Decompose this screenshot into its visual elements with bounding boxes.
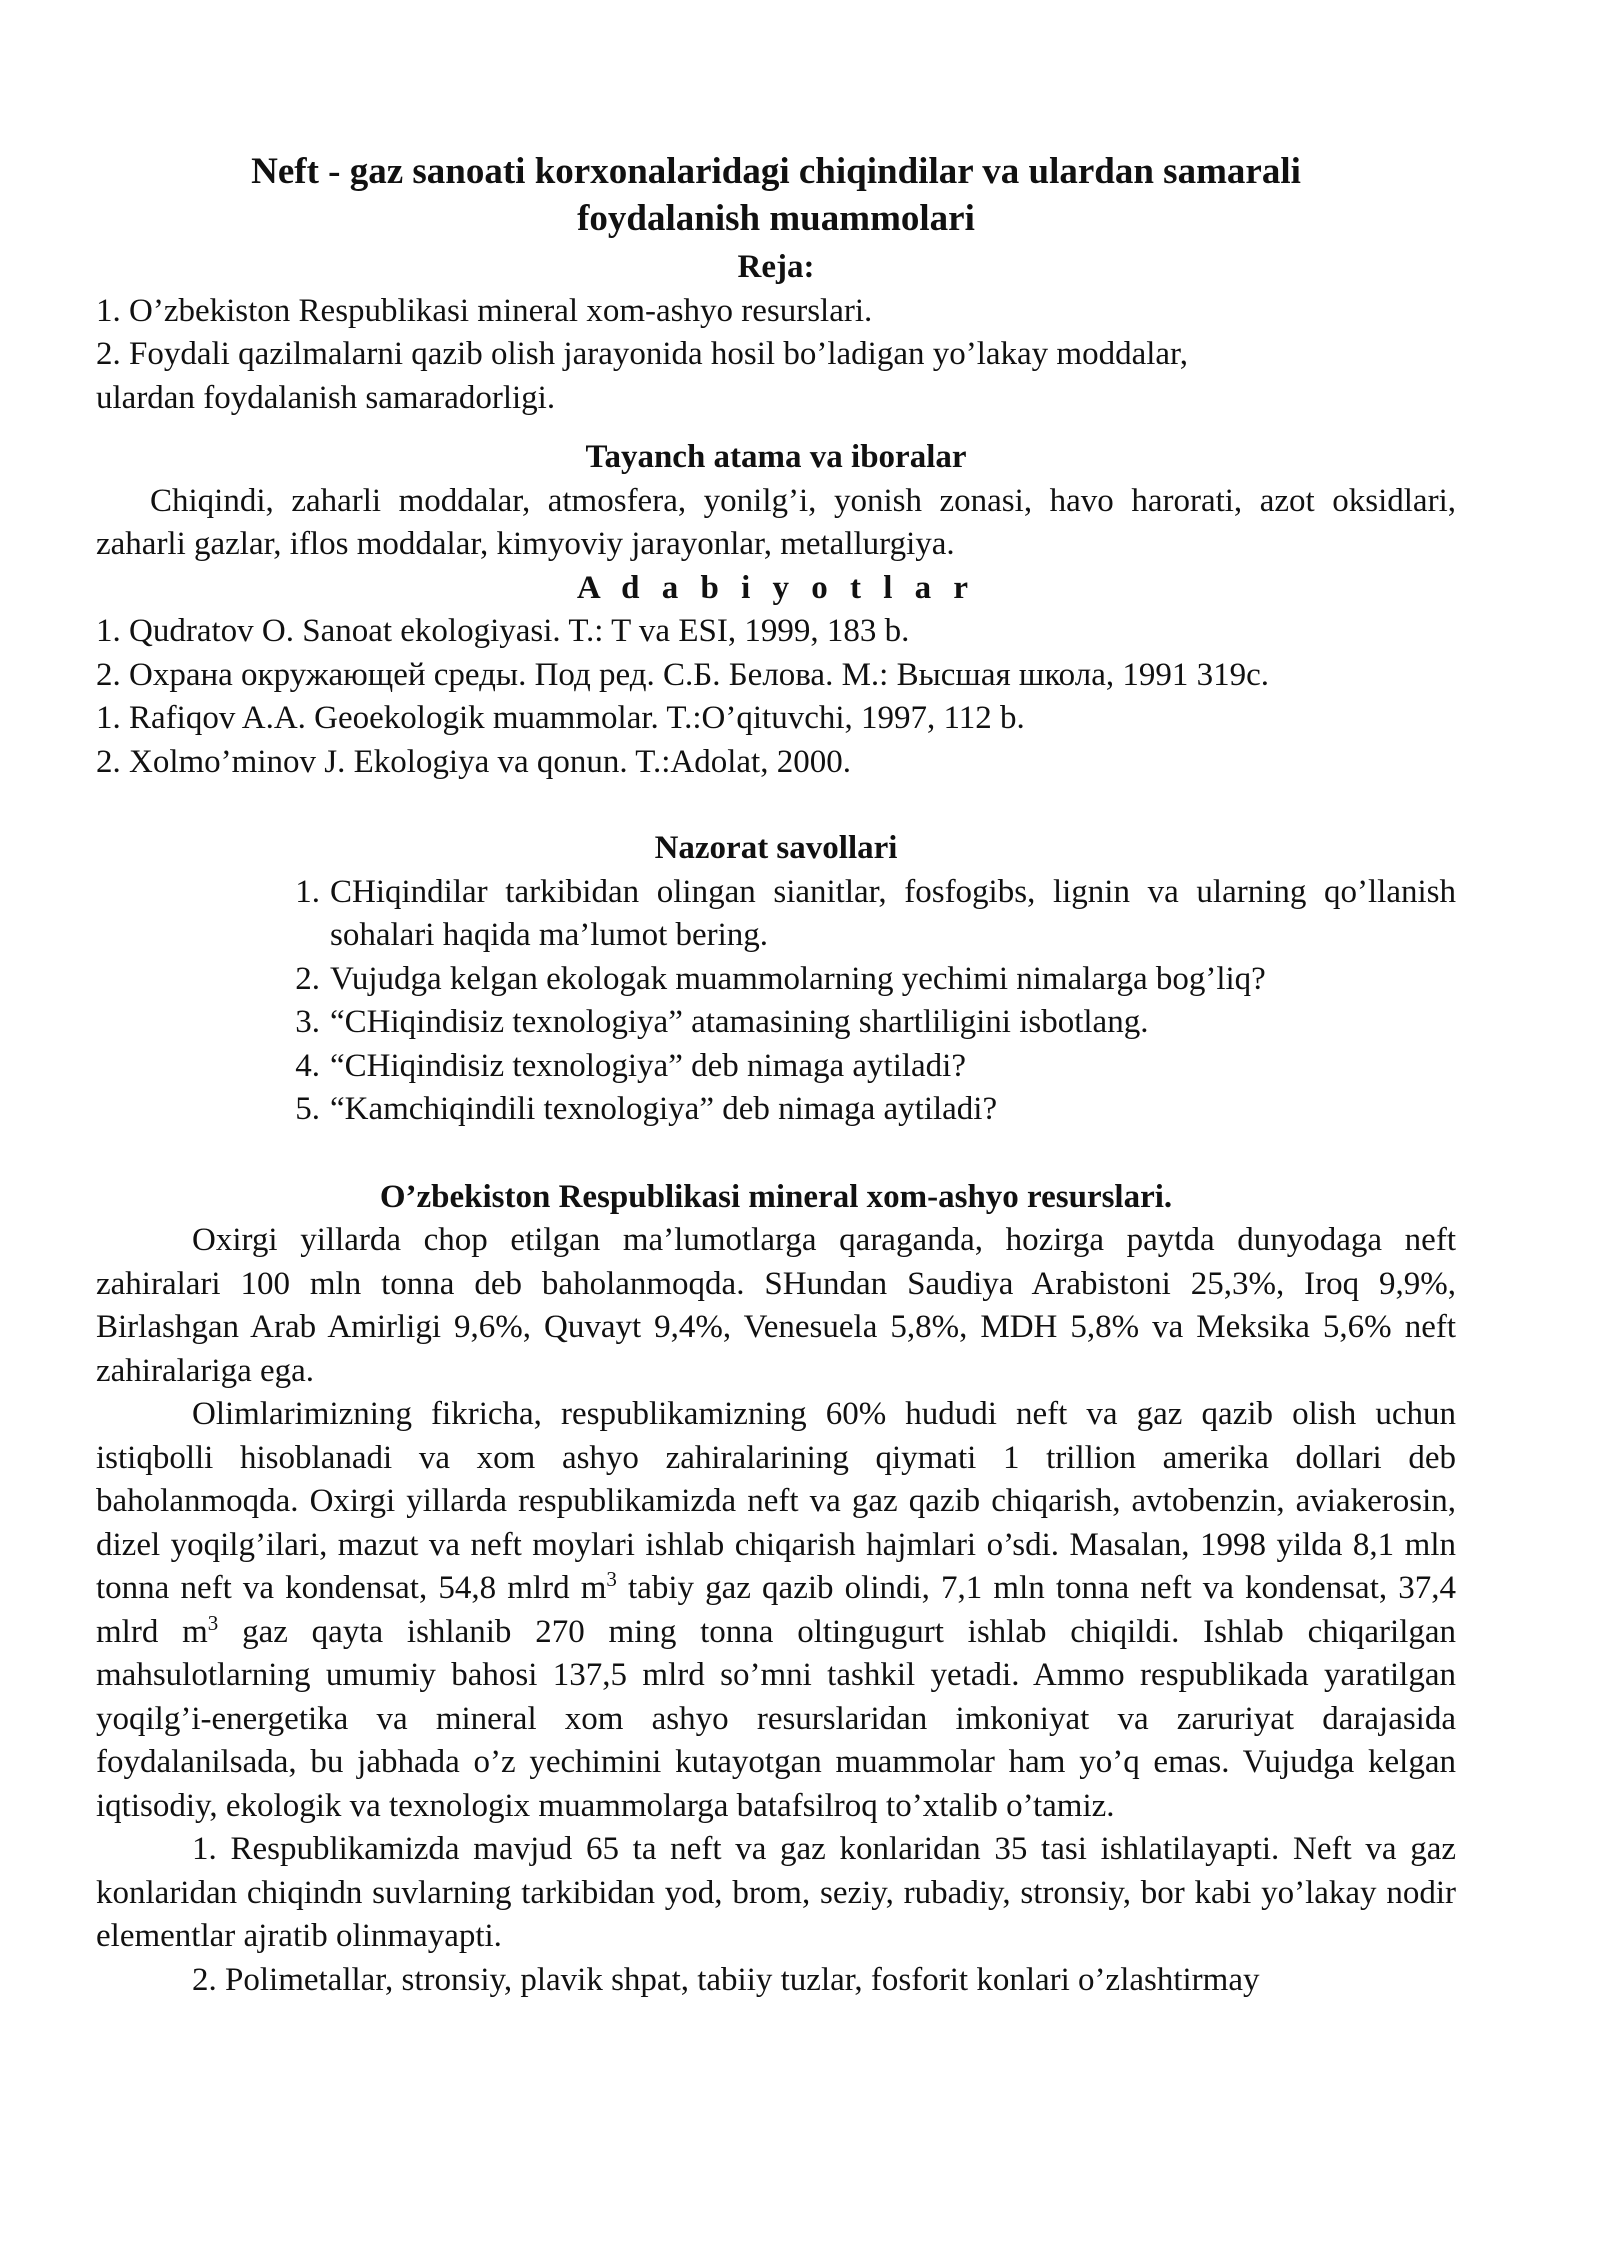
question-item: [286, 958, 1456, 1002]
question-number: 4.: [295, 1047, 320, 1084]
paragraph-part: gaz qayta ishlanib 270 ming tonna oltingugurt ishlab chiqildi. Ishlab chiqarilgan mahsulotlarning umumiy bahosi 137,5 mlrd so’mni tashkil yetadi. Ammo respublikada yaratilgan yoqilg’i-energetika va mineral xom ashyo resurslaridan imkoniyat va zaruriyat darajasida foydalanilsada, bu jabhada o’z yechimini kutayotgan muammolar ham yo’q emas. Vujudga kelgan iqtisodiy, ekologik va texnologix muammolarga batafsilroq to’xtalib o’tamiz.: [96, 1613, 1457, 1824]
paragraph: [96, 1393, 1456, 1828]
literature-item: 1. Qudratov O. Sanoat ekologiyasi. T.: T va ESI, 1999, 183 b.: [96, 613, 910, 649]
literature-heading: A d a b i y o t l a r: [576, 569, 976, 606]
paragraph: Oxirgi yillarda chop etilgan ma’lumotlarga qaraganda, hozirga paytda dunyodaga neft zahiralari 100 mln tonna deb baholanmoqda. SHundan Saudiya Arabistoni 25,3%, Iroq 9,9%, Birlashgan Arab Amirligi 9,6%, Quvayt 9,4%, Venesuela 5,8%, MDH 5,8% va Meksika 5,6% neft zahiralariga ega.: [96, 1222, 1456, 1389]
title-line-2: foydalanish muammolari: [577, 198, 975, 239]
literature-item: 2. Xolmo’minov J. Ekologiya va qonun. T.:Adolat, 2000.: [96, 743, 851, 780]
section-heading: O’zbekiston Respublikasi mineral xom-ashyo resurslari.: [379, 1178, 1173, 1215]
plan-heading: Reja:: [737, 249, 815, 285]
question-item: [286, 1045, 1456, 1089]
superscript: 3: [606, 1567, 617, 1591]
literature-item: 2. Охрана окружающей среды. Под ред. С.Б. Белова. М.: Высшая школа, 1991 319с.: [96, 656, 1269, 693]
question-item: [286, 1088, 1456, 1132]
key-terms-heading: Tayanch atama va iboralar: [585, 439, 967, 475]
key-terms-text: Chiqindi, zaharli moddalar, atmosfera, yonilg’i, yonish zonasi, havo harorati, azot oksidlari, zaharli gazlar, iflos moddalar, kimyoviy jarayonlar, metallurgiya.: [96, 482, 1456, 562]
paragraph: 2. Polimetallar, stronsiy, plavik shpat, tabiiy tuzlar, fosforit konlari o’zlashtirmay: [192, 1961, 1260, 1998]
question-number: 2.: [295, 960, 320, 997]
question-text: CHiqindilar tarkibidan olingan sianitlar, fosfogibs, lignin va ularning qo’llanish sohalari haqida ma’lumot bering.: [330, 873, 1456, 953]
literature-item: 1. Rafiqov A.A. Geoekologik muammolar. T.:O’qituvchi, 1997, 112 b.: [96, 700, 1025, 736]
questions-heading: Nazorat savollari: [654, 830, 898, 866]
question-item: [286, 1001, 1456, 1045]
question-number: 5.: [295, 1091, 320, 1127]
questions-list: [286, 871, 1456, 1132]
question-item: [286, 871, 1456, 958]
paragraph-part: tabiy gaz qazib olindi, 7,1 mln tonna neft va kondensat, 37,4 mlrd m: [96, 1570, 1456, 1650]
plan-item: 2. Foydali qazilmalarni qazib olish jarayonida hosil bo’ladigan yo’lakay moddalar,: [96, 336, 1188, 372]
question-number: 1.: [295, 873, 320, 910]
document-title: [96, 148, 1456, 242]
document-page: [96, 148, 1456, 2002]
plan-item: ulardan foydalanish samaradorligi.: [96, 379, 556, 416]
question-number: 3.: [295, 1004, 320, 1040]
question-text: “Kamchiqindili texnologiya” deb nimaga aytiladi?: [330, 1091, 998, 1127]
question-text: Vujudga kelgan ekologak muammolarning yechimi nimalarga bog’liq?: [330, 960, 1266, 997]
question-text: “CHiqindisiz texnologiya” atamasining shartliligini isbotlang.: [330, 1004, 1149, 1040]
title-line-1: Neft - gaz sanoati korxonalaridagi chiqindilar va ulardan samarali: [251, 151, 1301, 192]
plan-item: 1. O’zbekiston Respublikasi mineral xom-ashyo resurslari.: [96, 292, 873, 329]
paragraph: 1. Respublikamizda mavjud 65 ta neft va gaz konlaridan 35 tasi ishlatilayapti. Neft va gaz konlaridan chiqindn suvlarning tarkibidan yod, brom, seziy, rubadiy, stronsiy, bor kabi yo’lakay nodir elementlar ajratib olinmayapti.: [96, 1831, 1456, 1954]
question-text: “CHiqindisiz texnologiya” deb nimaga aytiladi?: [330, 1047, 966, 1084]
paragraph-part: Olimlarimizning fikricha, respublikamizning 60% hududi neft va gaz qazib olish uchun istiqbolli hisoblanadi va xom ashyo zahiralarining qiymati 1 trillion amerika dollari deb baholanmoqda. Oxirgi yillarda respublikamizda neft va gaz qazib chiqarish, avtobenzin, aviakerosin, dizel yoqilg’ilari, mazut va neft moylari ishlab chiqarish hajmlari o’sdi. Masalan, 1998 yilda 8,1 mln tonna neft va kondensat, 54,8 mlrd m: [96, 1396, 1456, 1606]
superscript: 3: [207, 1610, 219, 1635]
